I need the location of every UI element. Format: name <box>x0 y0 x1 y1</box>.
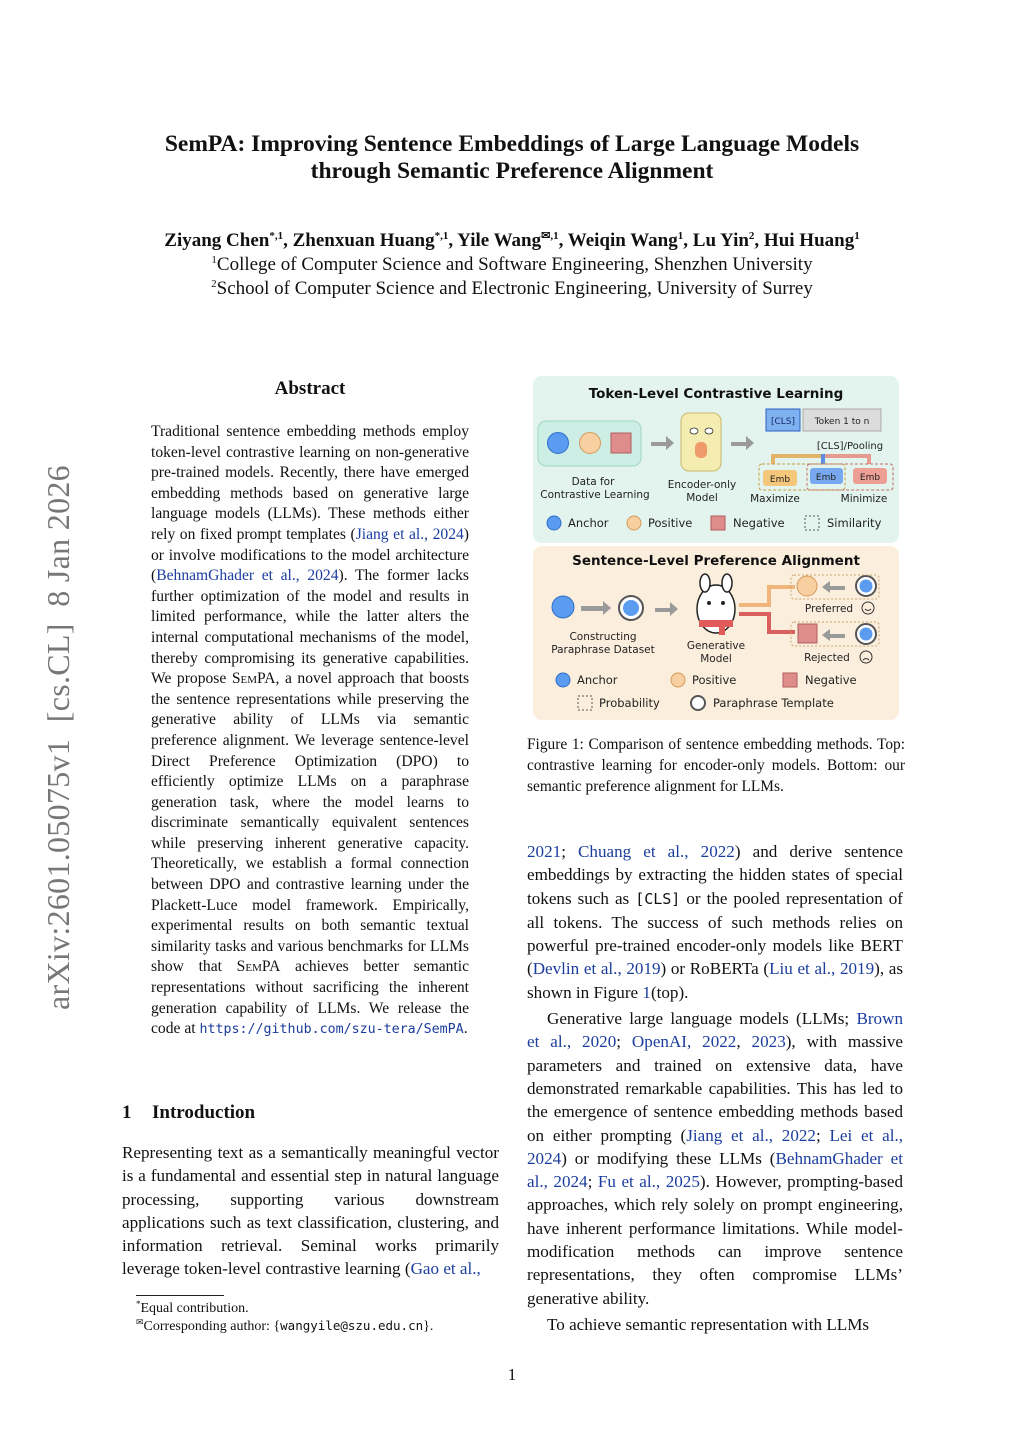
preferred-label: Preferred <box>804 603 854 615</box>
footnote-text: Equal contribution. <box>140 1301 249 1316</box>
author-affiliation-mark: 2 <box>748 230 755 242</box>
footnote-text-end: }. <box>423 1319 434 1334</box>
intro-paragraph-3 <box>527 1313 903 1336</box>
top-model-label-2: Model <box>686 492 718 504</box>
legend-anchor-icon <box>556 673 570 687</box>
email-address[interactable]: wangyile@szu.edu.cn <box>280 1318 424 1333</box>
figure-reference-link[interactable]: 1 <box>642 982 651 1002</box>
legend-negative-label: Negative <box>805 673 857 687</box>
abstract-body <box>151 422 469 1041</box>
top-data-label-2: Contrastive Learning <box>540 489 650 501</box>
anchor-circle <box>548 433 569 454</box>
rejected-label: Rejected <box>804 652 850 664</box>
negative-square <box>611 433 631 453</box>
citation-link[interactable]: Liu et al., 2019 <box>769 959 875 979</box>
method-name: SemPA <box>231 670 276 688</box>
emb-label: Emb <box>769 475 791 485</box>
title-line-1: SemPA: Improving Sentence Embeddings of Large Language Models <box>164 131 860 157</box>
intro-right-column <box>527 840 903 1336</box>
anchor-circle <box>860 628 873 641</box>
affiliation-1-text: College of Computer Science and Software Engineering, Shenzhen University <box>216 254 813 275</box>
affiliation-1-sup: 1 <box>211 254 217 266</box>
bottom-panel-title: Sentence-Level Preference Alignment <box>572 553 860 569</box>
bottom-model-label-1: Generative <box>686 640 746 652</box>
author-affiliation-mark: ✉,1 <box>541 230 559 242</box>
code-url-link[interactable]: https://github.com/szu-tera/SemPA <box>199 1022 464 1038</box>
intro-paragraph-left <box>122 1141 499 1281</box>
positive-circle <box>580 433 601 454</box>
abstract-text-3: ). The former lacks further optimization of the model and results in limited performance, while the latter alters the internal computational mechanisms of the model, thereby compromising its generative capabilities. We propose <box>151 567 469 688</box>
top-panel-title: Token-Level Contrastive Learning <box>588 386 844 402</box>
bottom-data-label-1: Constructing <box>569 631 637 643</box>
legend-positive-icon <box>627 516 641 530</box>
legend-probability-label: Probability <box>599 696 660 710</box>
citation-link[interactable]: Devlin et al., 2019 <box>532 959 661 979</box>
preferred-positive-circle <box>797 576 817 596</box>
legend-anchor-icon <box>547 516 561 530</box>
intro-text: Generative large language models (LLMs; <box>547 1009 857 1029</box>
intro-paragraph-1-cont: 2021; Chuang et al., 2022) and derive sentence embeddings by extracting the hidden states of special tokens such as [CLS] or the pooled representation of all tokens. The success of such methods relies on powerful pre-trained encoder-only models like BERT (Devlin et al., 2019) or RoBERTa (Liu et al., 2019), as shown in Figure 1(top). <box>527 842 904 1002</box>
legend-template-icon <box>691 696 705 710</box>
cls-token-label: [CLS] <box>770 417 796 427</box>
abstract-text-5: achieves better semantic representations without sacrificing the inherent generation capability of LLMs. We release the code at <box>151 958 469 1038</box>
top-data-label-1: Data for <box>571 476 615 488</box>
author-affiliation-mark: 1 <box>677 230 684 242</box>
footnote-mark: ✉ <box>136 1317 144 1327</box>
intro-text: ) and derive sentence embeddings by extracting the hidden states of special tokens such as <box>527 842 904 908</box>
intro-text: (top). <box>650 982 689 1002</box>
legend-negative-icon <box>711 516 725 530</box>
abstract-text-6: . <box>463 1020 468 1038</box>
title-line-2: through Semantic Preference Alignment <box>310 158 714 184</box>
intro-text: ). However, prompting-based approaches, which rely solely on prompt engineering, have inherent performance limitations. While model-modification methods can improve sentence representations, they often compromise LLMs’ generative ability. <box>527 1172 903 1308</box>
affiliation-2-text: School of Computer Science and Electronic Engineering, University of Surrey <box>216 278 813 299</box>
author-list: Ziyang Chen$^{*,1}$, Zhenxuan Huang$^{*,1}$, Yile Wang$^{✉,1}$, Weiqin Wang$^1$, Lu Yin$^2$, Hui Huang$^1$ <box>164 230 860 251</box>
legend-positive-icon <box>671 673 685 687</box>
page-number: 1 <box>507 1365 517 1384</box>
section-heading-introduction <box>122 1102 255 1124</box>
footnote-equal-contribution <box>136 1300 249 1317</box>
author-name: Weiqin Wang <box>567 230 678 251</box>
author-name: Zhenxuan Huang <box>292 230 435 251</box>
intro-text: or the pooled representation of all tokens. The success of such methods relies on powerful pre-trained encoder-only models like BERT ( <box>527 888 904 979</box>
citation-link[interactable]: 2023 <box>751 1032 786 1052</box>
intro-text: ), as shown in Figure <box>527 959 903 1002</box>
legend-negative-label: Negative <box>733 516 785 530</box>
citation-link[interactable]: Brown et al., 2020 <box>527 1009 903 1052</box>
author-affiliation-mark: *,1 <box>434 230 449 242</box>
intro-text: ) or RoBERTa ( <box>660 959 770 979</box>
intro-text: Representing text as a semantically meaningful vector is a fundamental and essential step in natural language processing, supporting various downstream applications such as text classification, clustering, and information retrieval. Seminal works primarily leverage token-level contrastive learning ( <box>122 1143 499 1279</box>
legend-anchor-label: Anchor <box>577 673 618 687</box>
footnote-corresponding-author <box>136 1317 433 1335</box>
footnote-mark: * <box>136 1299 141 1309</box>
intro-text: ), with massive parameters and trained on extensive data, have demonstrated remarkable capabilities. This has led to the emergence of sentence embedding methods based on either prompting ( <box>527 1032 903 1145</box>
legend-similarity-label: Similarity <box>827 516 882 530</box>
citation-link[interactable]: 2021 <box>527 842 562 861</box>
emb-label: Emb <box>815 473 837 483</box>
paper-title <box>60 131 964 185</box>
affiliation-1 <box>40 253 984 277</box>
abstract-text-2: ) or involve modifications to the model architecture ( <box>151 525 469 585</box>
citation-link[interactable]: Fu et al., 2025 <box>597 1172 700 1192</box>
intro-paragraph-2: Generative large language models (LLMs; Brown et al., 2020; OpenAI, 2022, 2023), with massive parameters and trained on extensive data, have demonstrated remarkable capabilities. This has led to the emergence of sentence embedding methods based on either prompting (Jiang et al., 2022; Lei et al., 2024) or modifying these LLMs (BehnamGhader et al., 2024; Fu et al., 2025). However, prompting-based approaches, which rely solely on prompt engineering, have inherent performance limitations. While model-modification methods can improve sentence representations, they often compromise LLMs’ generative ability. <box>527 1009 903 1308</box>
pooling-label: [CLS]/Pooling <box>816 441 884 452</box>
token-range-label: Token 1 to n <box>814 417 870 427</box>
affiliation-2-sup: 2 <box>211 278 217 290</box>
section-title: Introduction <box>152 1102 256 1123</box>
section-number: 1 <box>122 1102 132 1123</box>
author-name: Ziyang Chen <box>164 230 270 251</box>
citation-link[interactable]: OpenAI, 2022 <box>631 1032 737 1052</box>
citation-link[interactable]: Chuang et al., 2022 <box>578 842 735 861</box>
anchor-circle <box>860 580 873 593</box>
legend-negative-icon <box>783 673 797 687</box>
citation-link[interactable]: BehnamGhader et al., 2024 <box>156 567 339 585</box>
intro-text: To achieve semantic representation with LLMs <box>547 1314 870 1334</box>
author-affiliation-mark: 1 <box>854 230 860 242</box>
inline-code: [CLS] <box>635 889 681 908</box>
author-name: Hui Huang <box>763 230 855 251</box>
legend-positive-label: Positive <box>692 673 737 687</box>
minimize-label: Minimize <box>840 493 888 505</box>
arxiv-identifier: arXiv:2601.05075v1 [cs.CL] 8 Jan 2026 <box>40 465 76 1010</box>
method-name: SemPA <box>236 958 281 976</box>
abstract-text-1: Traditional sentence embedding methods employ token-level contrastive learning on non-generative pre-trained models. Recently, there have emerged embedding methods based on generative large language models (LLMs). These methods either rely on fixed prompt templates ( <box>151 423 469 543</box>
maximize-label: Maximize <box>750 493 800 505</box>
citation-link[interactable]: Gao et al., <box>410 1259 481 1279</box>
author-affiliation-mark: *,1 <box>269 230 284 242</box>
author-name: Lu Yin <box>692 230 749 251</box>
intro-text: ) or modifying these LLMs ( <box>561 1148 776 1168</box>
citation-link[interactable]: Jiang et al., 2022 <box>686 1125 816 1145</box>
anchor-circle <box>552 596 574 618</box>
figure-1-caption: Figure 1: Comparison of sentence embedding methods. Top: contrastive learning for encoder-only models. Bottom: our semantic preference alignment for LLMs. <box>527 736 905 795</box>
author-name: Yile Wang <box>457 230 542 251</box>
citation-link[interactable]: Lei et al., 2024 <box>527 1125 903 1168</box>
rejected-negative-square <box>798 624 817 643</box>
citation-link[interactable]: BehnamGhader et al., 2024 <box>527 1148 903 1192</box>
top-model-label-1: Encoder-only <box>667 479 737 491</box>
affiliation-2 <box>40 277 984 301</box>
bottom-model-label-2: Model <box>700 653 732 665</box>
citation-link[interactable]: Jiang et al., 2024 <box>355 525 464 543</box>
footnote-text: Corresponding author: { <box>143 1319 281 1334</box>
footnote-rule <box>136 1295 224 1296</box>
bottom-data-label-2: Paraphrase Dataset <box>551 644 655 656</box>
emb-label: Emb <box>859 473 881 483</box>
legend-template-label: Paraphrase Template <box>713 696 834 710</box>
figure-1-diagram <box>533 376 899 720</box>
abstract-text-4: , a novel approach that boosts the sentence representations while preserving the generative ability of LLMs via semantic preference alignment. We leverage sentence-level Direct Preference Optimization (DPO) to efficiently optimize LLMs on a paraphrase generation task, where the model learns to discriminate semantically equivalent sentences while preserving inherent generative capacity. Theoretically, we establish a formal connection between DPO and contrastive learning under the Plackett-Luce model framework. Empirically, experimental results on both semantic textual similarity tasks and various benchmarks for LLMs show that <box>151 670 470 976</box>
legend-anchor-label: Anchor <box>568 516 609 530</box>
legend-positive-label: Positive <box>648 516 693 530</box>
abstract-heading: Abstract <box>274 378 346 399</box>
anchor-circle <box>623 600 639 616</box>
